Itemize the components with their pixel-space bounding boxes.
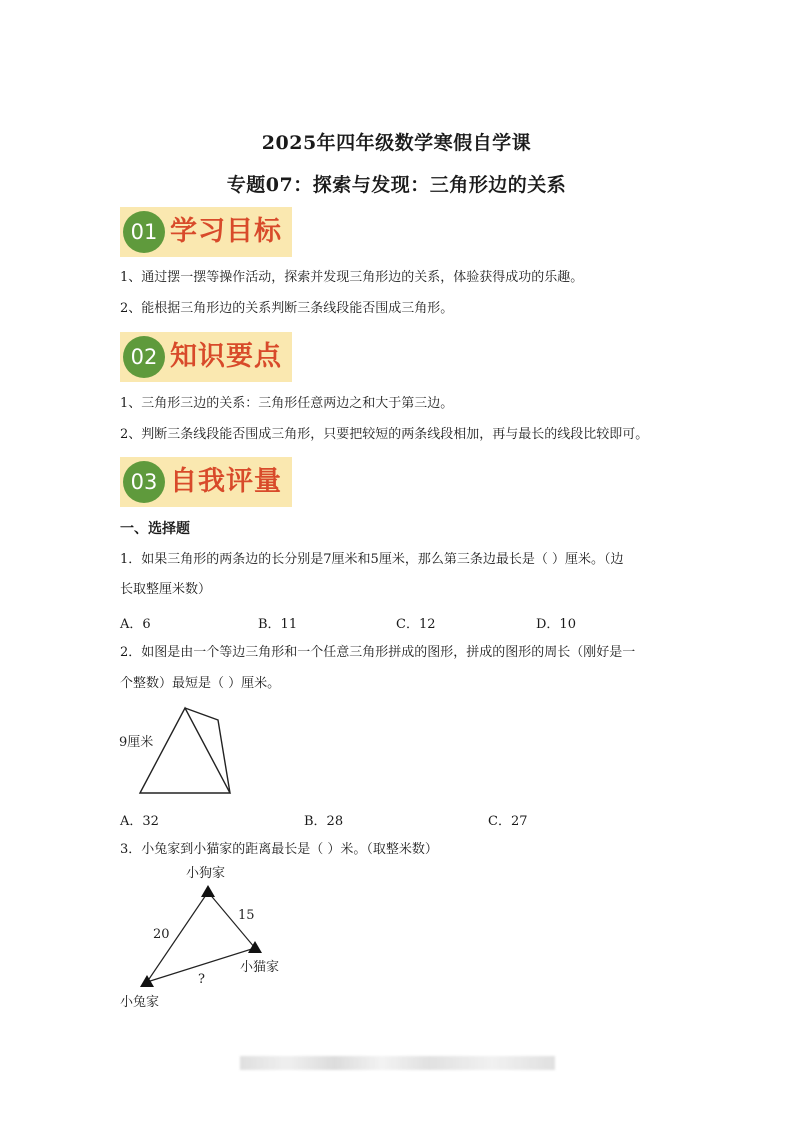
knowledge-item: 1、三角形三边的关系：三角形任意两边之和大于第三边。 — [120, 396, 454, 411]
dog-house-label: 小狗家 — [186, 866, 226, 881]
question-2-figure — [115, 700, 245, 800]
goal-item: 2、能根据三角形边的关系判断三条线段能否围成三角形。 — [120, 301, 454, 316]
question-1-option-c: C．12 — [396, 617, 436, 632]
section-title: 自我评量 — [170, 466, 282, 497]
edge-right-length: 15 — [238, 908, 255, 923]
cat-house-label: 小猫家 — [240, 960, 280, 975]
question-2-option-b: B．28 — [304, 814, 344, 829]
part-heading: 一、选择题 — [120, 521, 190, 537]
question-1-text-cont: 长取整厘米数） — [120, 582, 212, 597]
edge-left-length: 20 — [153, 927, 170, 942]
knowledge-item: 2、判断三条线段能否围成三角形，只要把较短的两条线段相加，再与最长的线段比较即可。 — [120, 427, 649, 442]
question-1-option-b: B．11 — [258, 617, 298, 632]
question-1-option-d: D．10 — [536, 617, 576, 632]
page-title: 2025年四年级数学寒假自学课 — [261, 132, 532, 154]
section-banner-03 — [120, 457, 292, 507]
figure-side-label: 9厘米 — [119, 735, 154, 750]
question-2-text: 2．如图是由一个等边三角形和一个任意三角形拼成的图形，拼成的图形的周长（刚好是一 — [120, 645, 636, 660]
goal-item: 1、通过摆一摆等操作活动，探索并发现三角形边的关系，体验获得成功的乐趣。 — [120, 270, 584, 285]
page-subtitle: 专题07：探索与发现：三角形边的关系 — [226, 174, 567, 196]
equilateral-triangle — [140, 708, 230, 793]
footer-watermark — [240, 1056, 555, 1070]
dog-house-marker-icon — [201, 885, 215, 897]
question-3-figure — [110, 860, 310, 1015]
section-number-badge: 03 — [123, 461, 165, 503]
rabbit-house-label: 小兔家 — [120, 995, 160, 1010]
question-2-option-a: A．32 — [120, 814, 159, 829]
question-3-text: 3．小兔家到小猫家的距离最长是（ ）米。（取整米数） — [120, 842, 438, 857]
section-number-badge: 02 — [123, 336, 165, 378]
section-title: 知识要点 — [170, 341, 282, 372]
question-1-option-a: A．6 — [120, 617, 151, 632]
section-banner-01 — [120, 207, 292, 257]
question-2-option-c: C．27 — [488, 814, 528, 829]
edge-bottom-unknown: ? — [198, 972, 205, 987]
section-banner-02 — [120, 332, 292, 382]
question-2-text-cont: 个整数）最短是（ ）厘米。 — [120, 676, 281, 691]
question-1-text: 1．如果三角形的两条边的长分别是7厘米和5厘米，那么第三条边最长是（ ）厘米。（边 — [120, 552, 624, 567]
section-number-badge: 01 — [123, 211, 165, 253]
section-title: 学习目标 — [170, 216, 282, 247]
